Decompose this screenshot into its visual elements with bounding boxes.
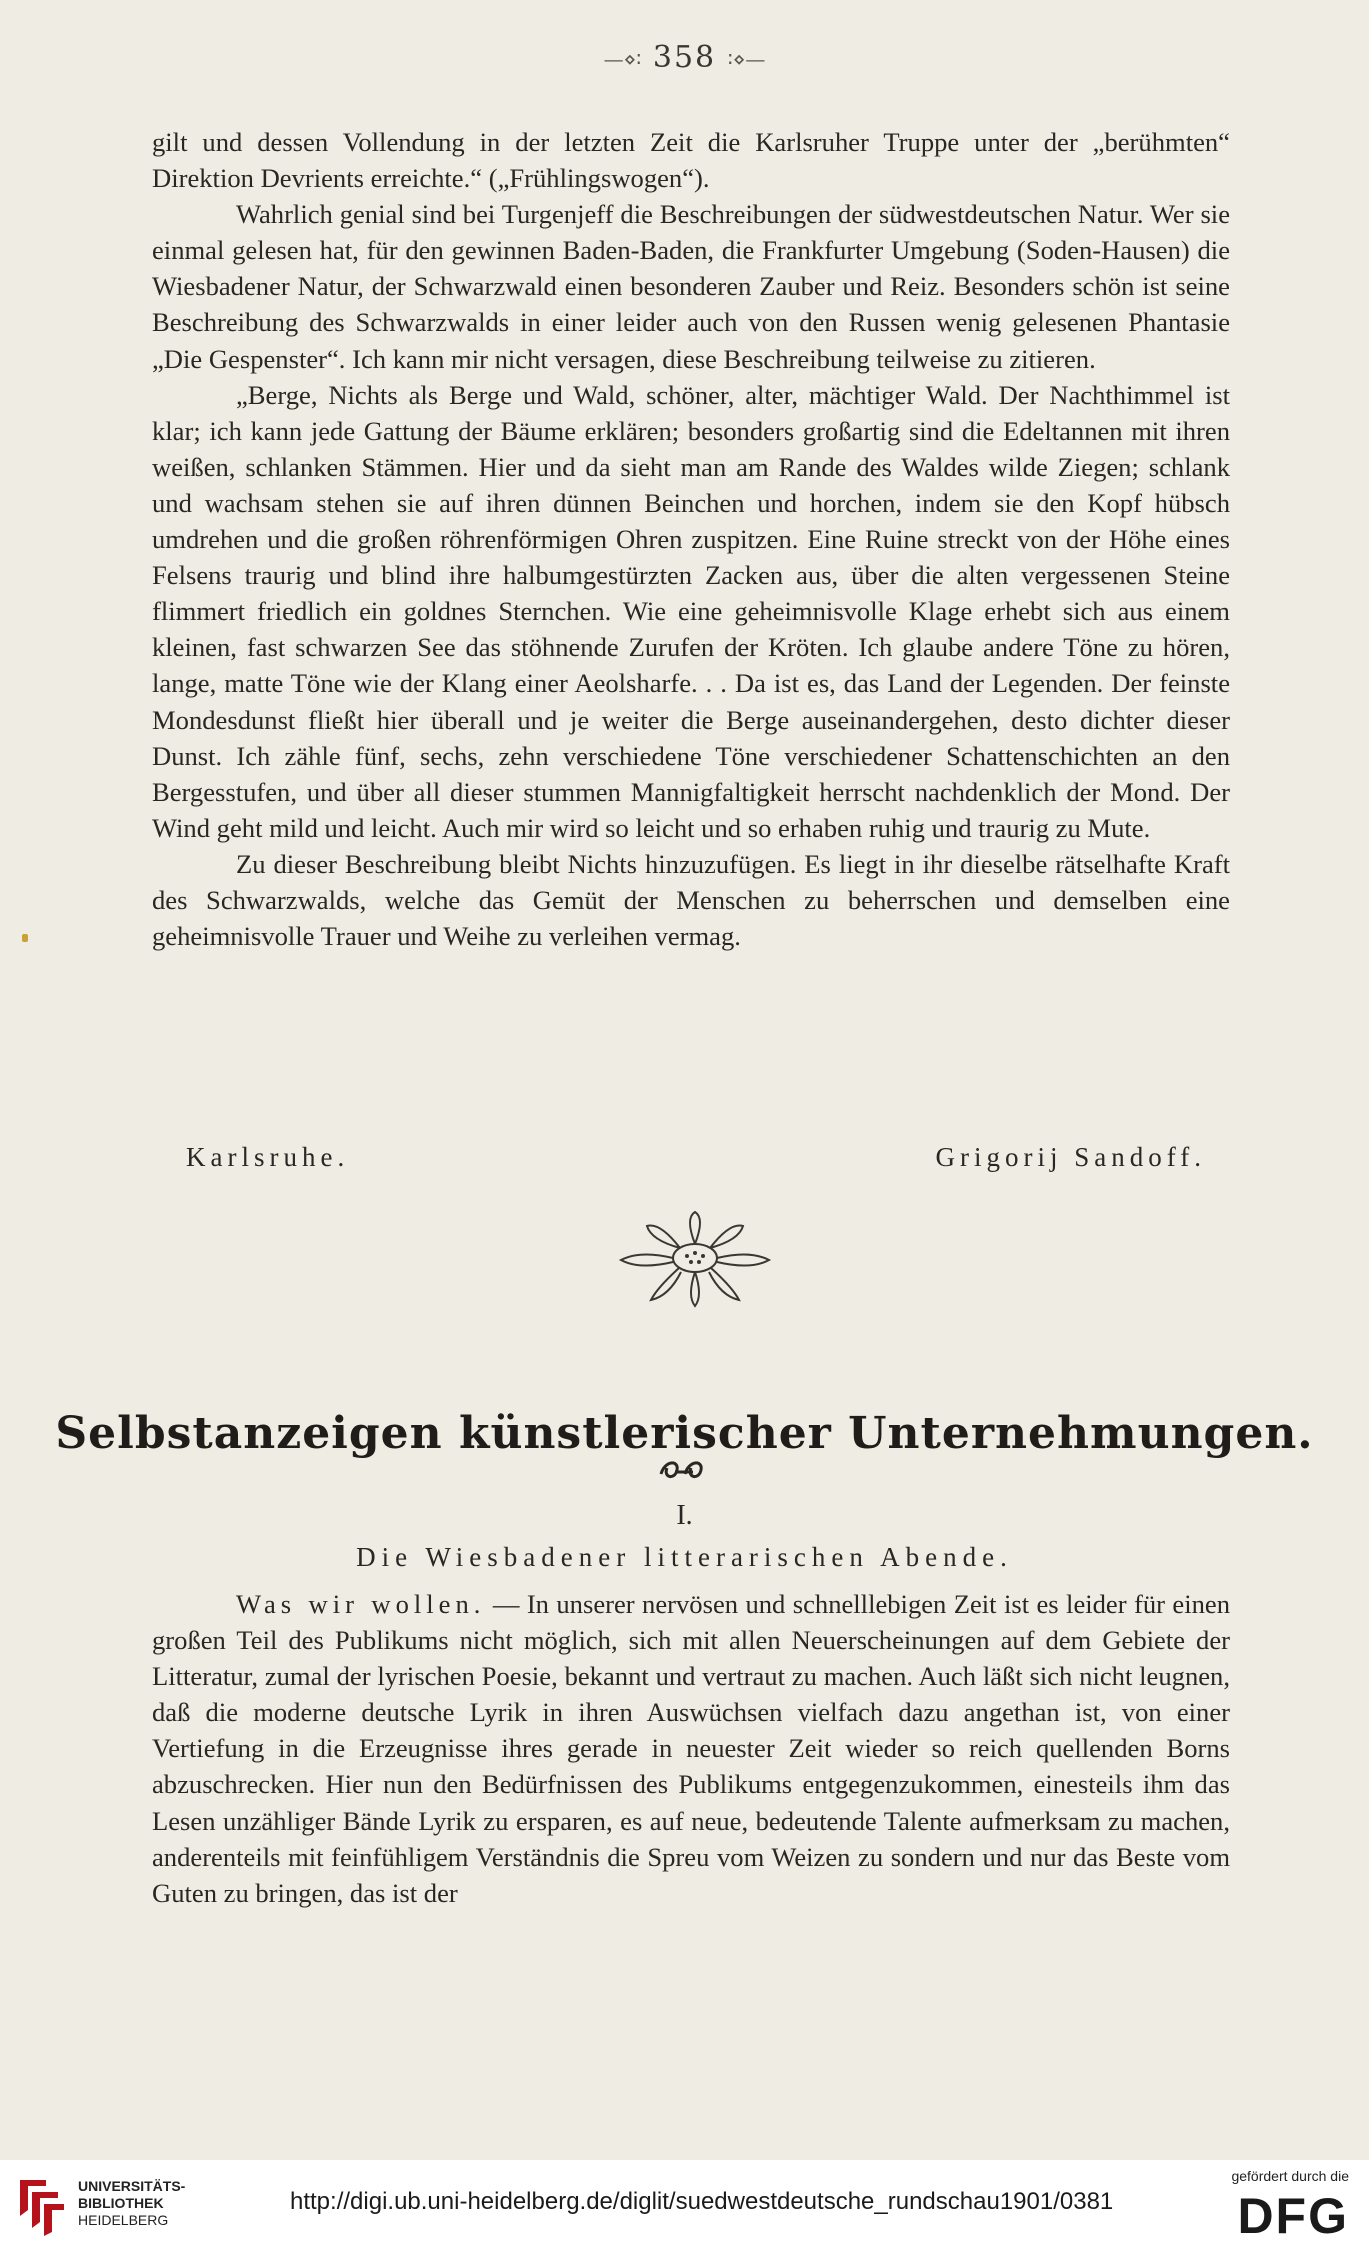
dfg-logo: DFG	[1237, 2188, 1349, 2244]
lead-text: — In unserer nervösen und schnelllebigen Zeit ist es leider für einen großen Teil des Publikums nicht möglich, sich mit allen Neuerscheinungen auf dem Gebiete der Litteratur, zumal der lyrischen Poesie, bekannt und vertraut zu machen. Auch läßt sich nicht leugnen, daß die moderne deutsche Lyrik in ihren Auswüchsen vielfach dazu angethan ist, von einer Vertiefung in die Erzeugnisse ihres gerade in neuester Zeit wieder so reich quellenden Borns abzuschrecken. Hier nun den Bedürfnissen des Publikums entgegenzukommen, einesteils ihm das Lesen unzähliger Bände Lyrik zu ersparen, es auf neue, bedeutende Talente aufmerksam zu machen, anderenteils mit feinfühligem Verständnis die Spreu vom Weizen zu sondern und nur das Beste vom Guten zu bringen, das ist der	[152, 1589, 1230, 1908]
library-line-2: BIBLIOTHEK	[78, 2195, 164, 2211]
library-line-3: HEIDELBERG	[78, 2212, 169, 2228]
section-subtitle: Die Wiesbadener litterarischen Abende.	[356, 1542, 1013, 1572]
lead-in: Was wir wollen.	[236, 1589, 486, 1619]
library-logo-icon	[12, 2172, 68, 2238]
library-name	[78, 2178, 185, 2229]
paragraph-was-wir-wollen	[152, 1586, 1230, 1911]
paragraph-quotation: „Berge, Nichts als Berge und Wald, schöner, alter, mächtiger Wald. Der Nachthimmel ist klar; ich kann jede Gattung der Bäume erklären; besonders großartig sind die Edeltannen mit ihren weißen, schlanken Stämmen. Hier und da sieht man am Rande des Waldes wilde Ziegen; schlank und wachsam stehen sie auf ihren dünnen Beinchen und horchen, indem sie den Kopf hübsch umdrehen und die großen röhrenförmigen Ohren zuspitzen. Eine Ruine streckt von der Höhe eines Felsens traurig und blind ihre halbumgestürzten Zacken aus, über die alten vergessenen Steine flimmert friedlich ein goldnes Sternchen. Wie eine geheimnisvolle Klage erhebt sich aus einem kleinen, fast schwarzen See das stöhnende Zurufen der Kröten. Ich glaube andere Töne zu hören, lange, matte Töne wie der Klang einer Aeolsharfe. . . Da ist es, das Land der Legenden. Der feinste Mondesdunst fließt hier überall und je weiter die Berge auseinandergehen, desto dichter dieser Dunst. Ich zähle fünf, sechs, zehn verschiedene Töne verschiedener Schattenschichten an den Bergesstufen, und über all dieser stummen Mannigfaltigkeit herrscht nachdenklich der Mond. Der Wind geht mild und leicht. Auch mir wird so leicht und so erhaben ruhig und traurig zu Mute.	[152, 379, 1230, 843]
funding-label: gefördert durch die	[1231, 2168, 1349, 2184]
ornament-left: —⋄∶	[603, 47, 642, 71]
section-heading: Selbstanzeigen künstlerischer Unternehmungen.	[55, 1408, 1314, 1459]
signature-place: Karlsruhe.	[186, 1142, 350, 1172]
digitization-footer	[0, 2160, 1369, 2256]
margin-speck	[22, 934, 28, 942]
article-body	[152, 124, 1230, 954]
signature-author: Grigorij Sandoff.	[935, 1142, 1206, 1172]
page-number: 358	[652, 40, 717, 75]
ornament-right: ∶⋄—	[727, 47, 766, 71]
paragraph-conclusion: Zu dieser Beschreibung bleibt Nichts hinzuzufügen. Es liegt in ihr dieselbe rätselhafte Kraft des Schwarzwalds, welche das Gemüt der Menschen zu beherrschen und demselben eine geheimnisvolle Trauer und Weihe zu verleihen vermag.	[152, 848, 1230, 952]
permalink-url[interactable]: http://digi.ub.uni-heidelberg.de/diglit/suedwestdeutsche_rundschau1901/0381	[290, 2188, 1114, 2215]
section-number: I.	[676, 1500, 693, 1531]
paragraph-continuation: gilt und dessen Vollendung in der letzten Zeit die Karlsruher Truppe unter der „berühmten“ Direktion Devrients erreichte.“ („Frühlingswogen“).	[152, 127, 1230, 194]
library-line-1: UNIVERSITÄTS-	[78, 2178, 186, 2194]
page-header	[0, 40, 1369, 75]
swash-ornament-icon	[655, 1458, 715, 1482]
edelweiss-ornament-icon	[615, 1208, 775, 1308]
paragraph-turgenjeff: Wahrlich genial sind bei Turgenjeff die Beschreibungen der südwestdeutschen Natur. Wer sie einmal gelesen hat, für den gewinnen Baden-Baden, die Frankfurter Umgebung (Soden-Hausen) die Wiesbadener Natur, der Schwarzwald einen besonderen Zauber und Reiz. Besonders schön ist seine Beschreibung des Schwarzwalds in einer leider auch von den Russen wenig gelesenen Phantasie „Die Gespenster“. Ich kann mir nicht versagen, diese Beschreibung teilweise zu zitieren.	[152, 199, 1230, 374]
signature-line	[186, 1142, 1206, 1173]
section-body	[152, 1586, 1230, 1911]
